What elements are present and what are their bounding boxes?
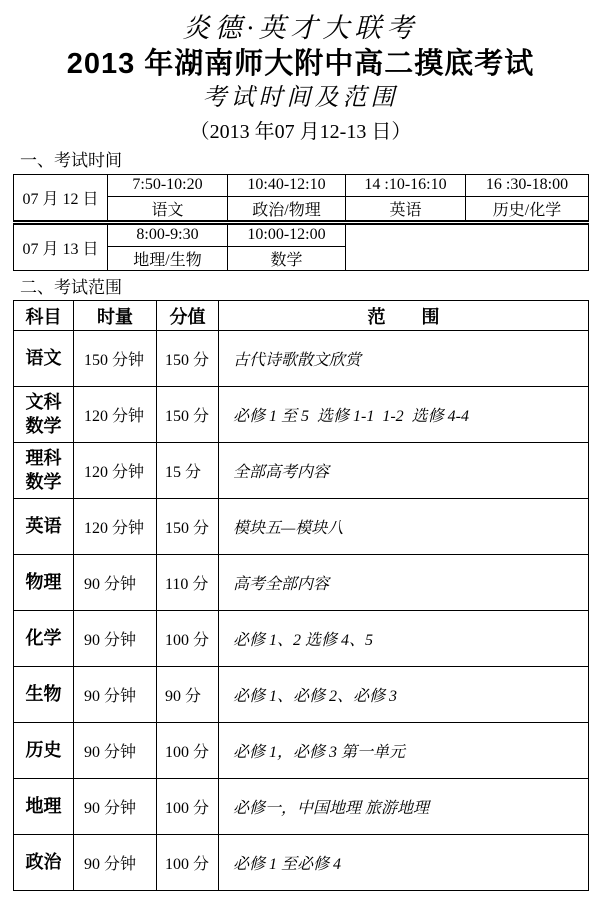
- subject-cell: 地理/生物: [108, 246, 228, 270]
- range-cell: 模块五—模块八: [219, 499, 589, 555]
- subject-cell: 生物: [14, 667, 74, 723]
- timetable-day1-times-row: [14, 174, 589, 196]
- score-cell: 100 分: [157, 779, 219, 835]
- page-date-range: （2013 年07 月12-13 日）: [189, 120, 412, 143]
- range-cell: 古代诗歌散文欣赏: [219, 331, 589, 387]
- range-cell: 必修 1 至 5 选修 1-1 1-2 选修 4-4: [219, 387, 589, 443]
- range-cell: 必修一，中国地理 旅游地理: [219, 779, 589, 835]
- time-cell: 14 :10-16:10: [346, 174, 466, 196]
- range-cell: 全部高考内容: [219, 443, 589, 499]
- page-title-main: 2013 年湖南师大附中高二摸底考试: [66, 48, 535, 81]
- table-row: [14, 387, 589, 443]
- exam-scope-table: [13, 300, 589, 891]
- subject-cell: 政治/物理: [228, 196, 346, 222]
- duration-cell: 90 分钟: [74, 779, 157, 835]
- subject-cell: 化学: [14, 611, 74, 667]
- time-cell: 10:40-12:10: [228, 174, 346, 196]
- subject-column-header: 科目: [14, 301, 74, 331]
- duration-cell: 90 分钟: [74, 835, 157, 891]
- table-row: [14, 723, 589, 779]
- subject-cell: 政治: [14, 835, 74, 891]
- page-subtitle: 考试时间及范围: [202, 85, 399, 112]
- date-cell: 07 月 13 日: [14, 222, 108, 270]
- table-row: [14, 555, 589, 611]
- subject-cell: 历史: [14, 723, 74, 779]
- range-cell: 必修 1，必修 3 第一单元: [219, 723, 589, 779]
- range-cell: 高考全部内容: [219, 555, 589, 611]
- duration-cell: 150 分钟: [74, 331, 157, 387]
- score-cell: 150 分: [157, 387, 219, 443]
- subject-cell: 历史/化学: [466, 196, 589, 222]
- score-column-header: 分值: [157, 301, 219, 331]
- page-title-brand: 炎德·英才大联考: [182, 13, 419, 43]
- subject-cell: 英语: [14, 499, 74, 555]
- time-cell: 10:00-12:00: [228, 222, 346, 246]
- subject-cell: 地理: [14, 779, 74, 835]
- subject-cell: 语文: [108, 196, 228, 222]
- score-cell: 100 分: [157, 611, 219, 667]
- duration-cell: 90 分钟: [74, 723, 157, 779]
- table-row: [14, 611, 589, 667]
- duration-cell: 120 分钟: [74, 443, 157, 499]
- exam-timetable: [13, 174, 589, 271]
- time-cell: 16 :30-18:00: [466, 174, 589, 196]
- section-heading-exam-scope: 二、考试范围: [20, 277, 122, 297]
- date-cell: 07 月 12 日: [14, 174, 108, 222]
- score-cell: 100 分: [157, 723, 219, 779]
- time-cell: 8:00-9:30: [108, 222, 228, 246]
- subject-cell: 英语: [346, 196, 466, 222]
- subject-cell: 数学: [228, 246, 346, 270]
- time-cell: 7:50-10:20: [108, 174, 228, 196]
- score-cell: 110 分: [157, 555, 219, 611]
- scope-header-row: [14, 301, 589, 331]
- range-cell: 必修 1 至必修 4: [219, 835, 589, 891]
- subject-cell: 理科数学: [14, 443, 74, 499]
- empty-cell: [346, 222, 589, 270]
- range-column-header: 范 围: [219, 301, 589, 331]
- table-row: [14, 331, 589, 387]
- score-cell: 150 分: [157, 499, 219, 555]
- duration-cell: 90 分钟: [74, 667, 157, 723]
- subject-cell: 文科数学: [14, 387, 74, 443]
- duration-cell: 120 分钟: [74, 499, 157, 555]
- duration-cell: 90 分钟: [74, 611, 157, 667]
- section-heading-exam-time: 一、考试时间: [20, 150, 122, 170]
- score-cell: 100 分: [157, 835, 219, 891]
- duration-cell: 120 分钟: [74, 387, 157, 443]
- subject-cell: 物理: [14, 555, 74, 611]
- table-row: [14, 667, 589, 723]
- score-cell: 150 分: [157, 331, 219, 387]
- subject-cell: 语文: [14, 331, 74, 387]
- duration-column-header: 时量: [74, 301, 157, 331]
- timetable-day2-times-row: [14, 222, 589, 246]
- range-cell: 必修 1、2 选修 4、5: [219, 611, 589, 667]
- score-cell: 15 分: [157, 443, 219, 499]
- table-row: [14, 779, 589, 835]
- range-cell: 必修 1、必修 2、必修 3: [219, 667, 589, 723]
- score-cell: 90 分: [157, 667, 219, 723]
- table-row: [14, 443, 589, 499]
- table-row: [14, 835, 589, 891]
- table-row: [14, 499, 589, 555]
- duration-cell: 90 分钟: [74, 555, 157, 611]
